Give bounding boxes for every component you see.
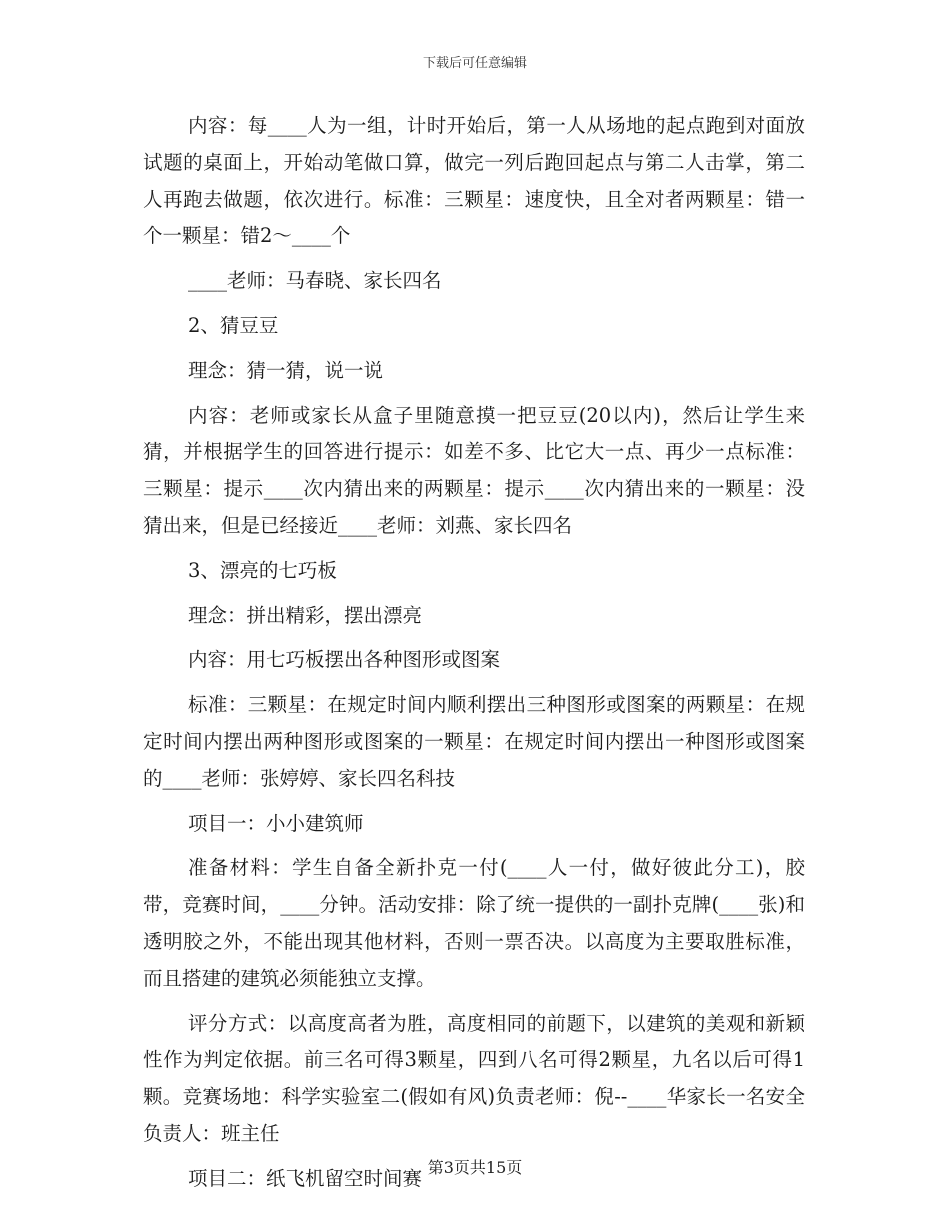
section-heading-guess-beans: 2、猜豆豆	[188, 313, 279, 337]
section-heading-tangram: 3、漂亮的七巧板	[188, 558, 337, 582]
paragraph-guess-concept: 理念：猜一猜，说一说	[188, 358, 384, 382]
paragraph-tangram-concept: 理念：拼出精彩，摆出漂亮	[188, 603, 423, 627]
paragraph-tangram-standard: 标准：三颗星：在规定时间内顺利摆出三种图形或图案的两颗星：在规定时间内摆出两种图形或图案的一颗星：在规定时间内摆出一种图形或图案的____老师：张婷婷、家长四名科技	[143, 693, 805, 790]
page-number-footer: 第3页共15页	[427, 1158, 523, 1177]
paragraph-architect-materials: 准备材料：学生自备全新扑克一付(____人一付，做好彼此分工)，胶带，竞赛时间，____分钟。活动安排：除了统一提供的一副扑克牌(____张)和透明胶之外，不能出现其他材料，否则一票否决。以高度为主要取胜标准，而且搭建的建筑必须能独立支撑。	[143, 856, 805, 990]
section-heading-architect: 项目一：小小建筑师	[188, 811, 364, 835]
section-heading-paper-plane: 项目二：纸飞机留空时间赛	[188, 1166, 423, 1190]
page-header-note: 下载后可任意编辑	[422, 56, 527, 71]
paragraph-guess-content: 内容：老师或家长从盒子里随意摸一把豆豆(20以内)，然后让学生来猜，并根据学生的回答进行提示：如差不多、比它大一点、再少一点标准：三颗星：提示____次内猜出来的两颗星：提示____次内猜出来的一颗星：没猜出来，但是已经接近____老师：刘燕、家长四名	[143, 403, 805, 537]
paragraph-relay-content: 内容：每____人为一组，计时开始后，第一人从场地的起点跑到对面放试题的桌面上，开始动笔做口算，做完一列后跑回起点与第二人击掌，第二人再跑去做题，依次进行。标准：三颗星：速度快，且全对者两颗星：错一个一颗星：错2～____个	[143, 114, 805, 248]
paragraph-tangram-content: 内容：用七巧板摆出各种图形或图案	[188, 648, 501, 672]
document-body	[143, 108, 805, 1198]
paragraph-relay-teacher: ____老师：马春晓、家长四名	[188, 269, 442, 293]
paragraph-architect-scoring: 评分方式：以高度高者为胜，高度相同的前题下，以建筑的美观和新颖性作为判定依据。前三名可得3颗星，四到八名可得2颗星，九名以后可得1颗。竞赛场地：科学实验室二(假如有风)负责老师：倪--____华家长一名安全负责人：班主任	[143, 1011, 805, 1145]
